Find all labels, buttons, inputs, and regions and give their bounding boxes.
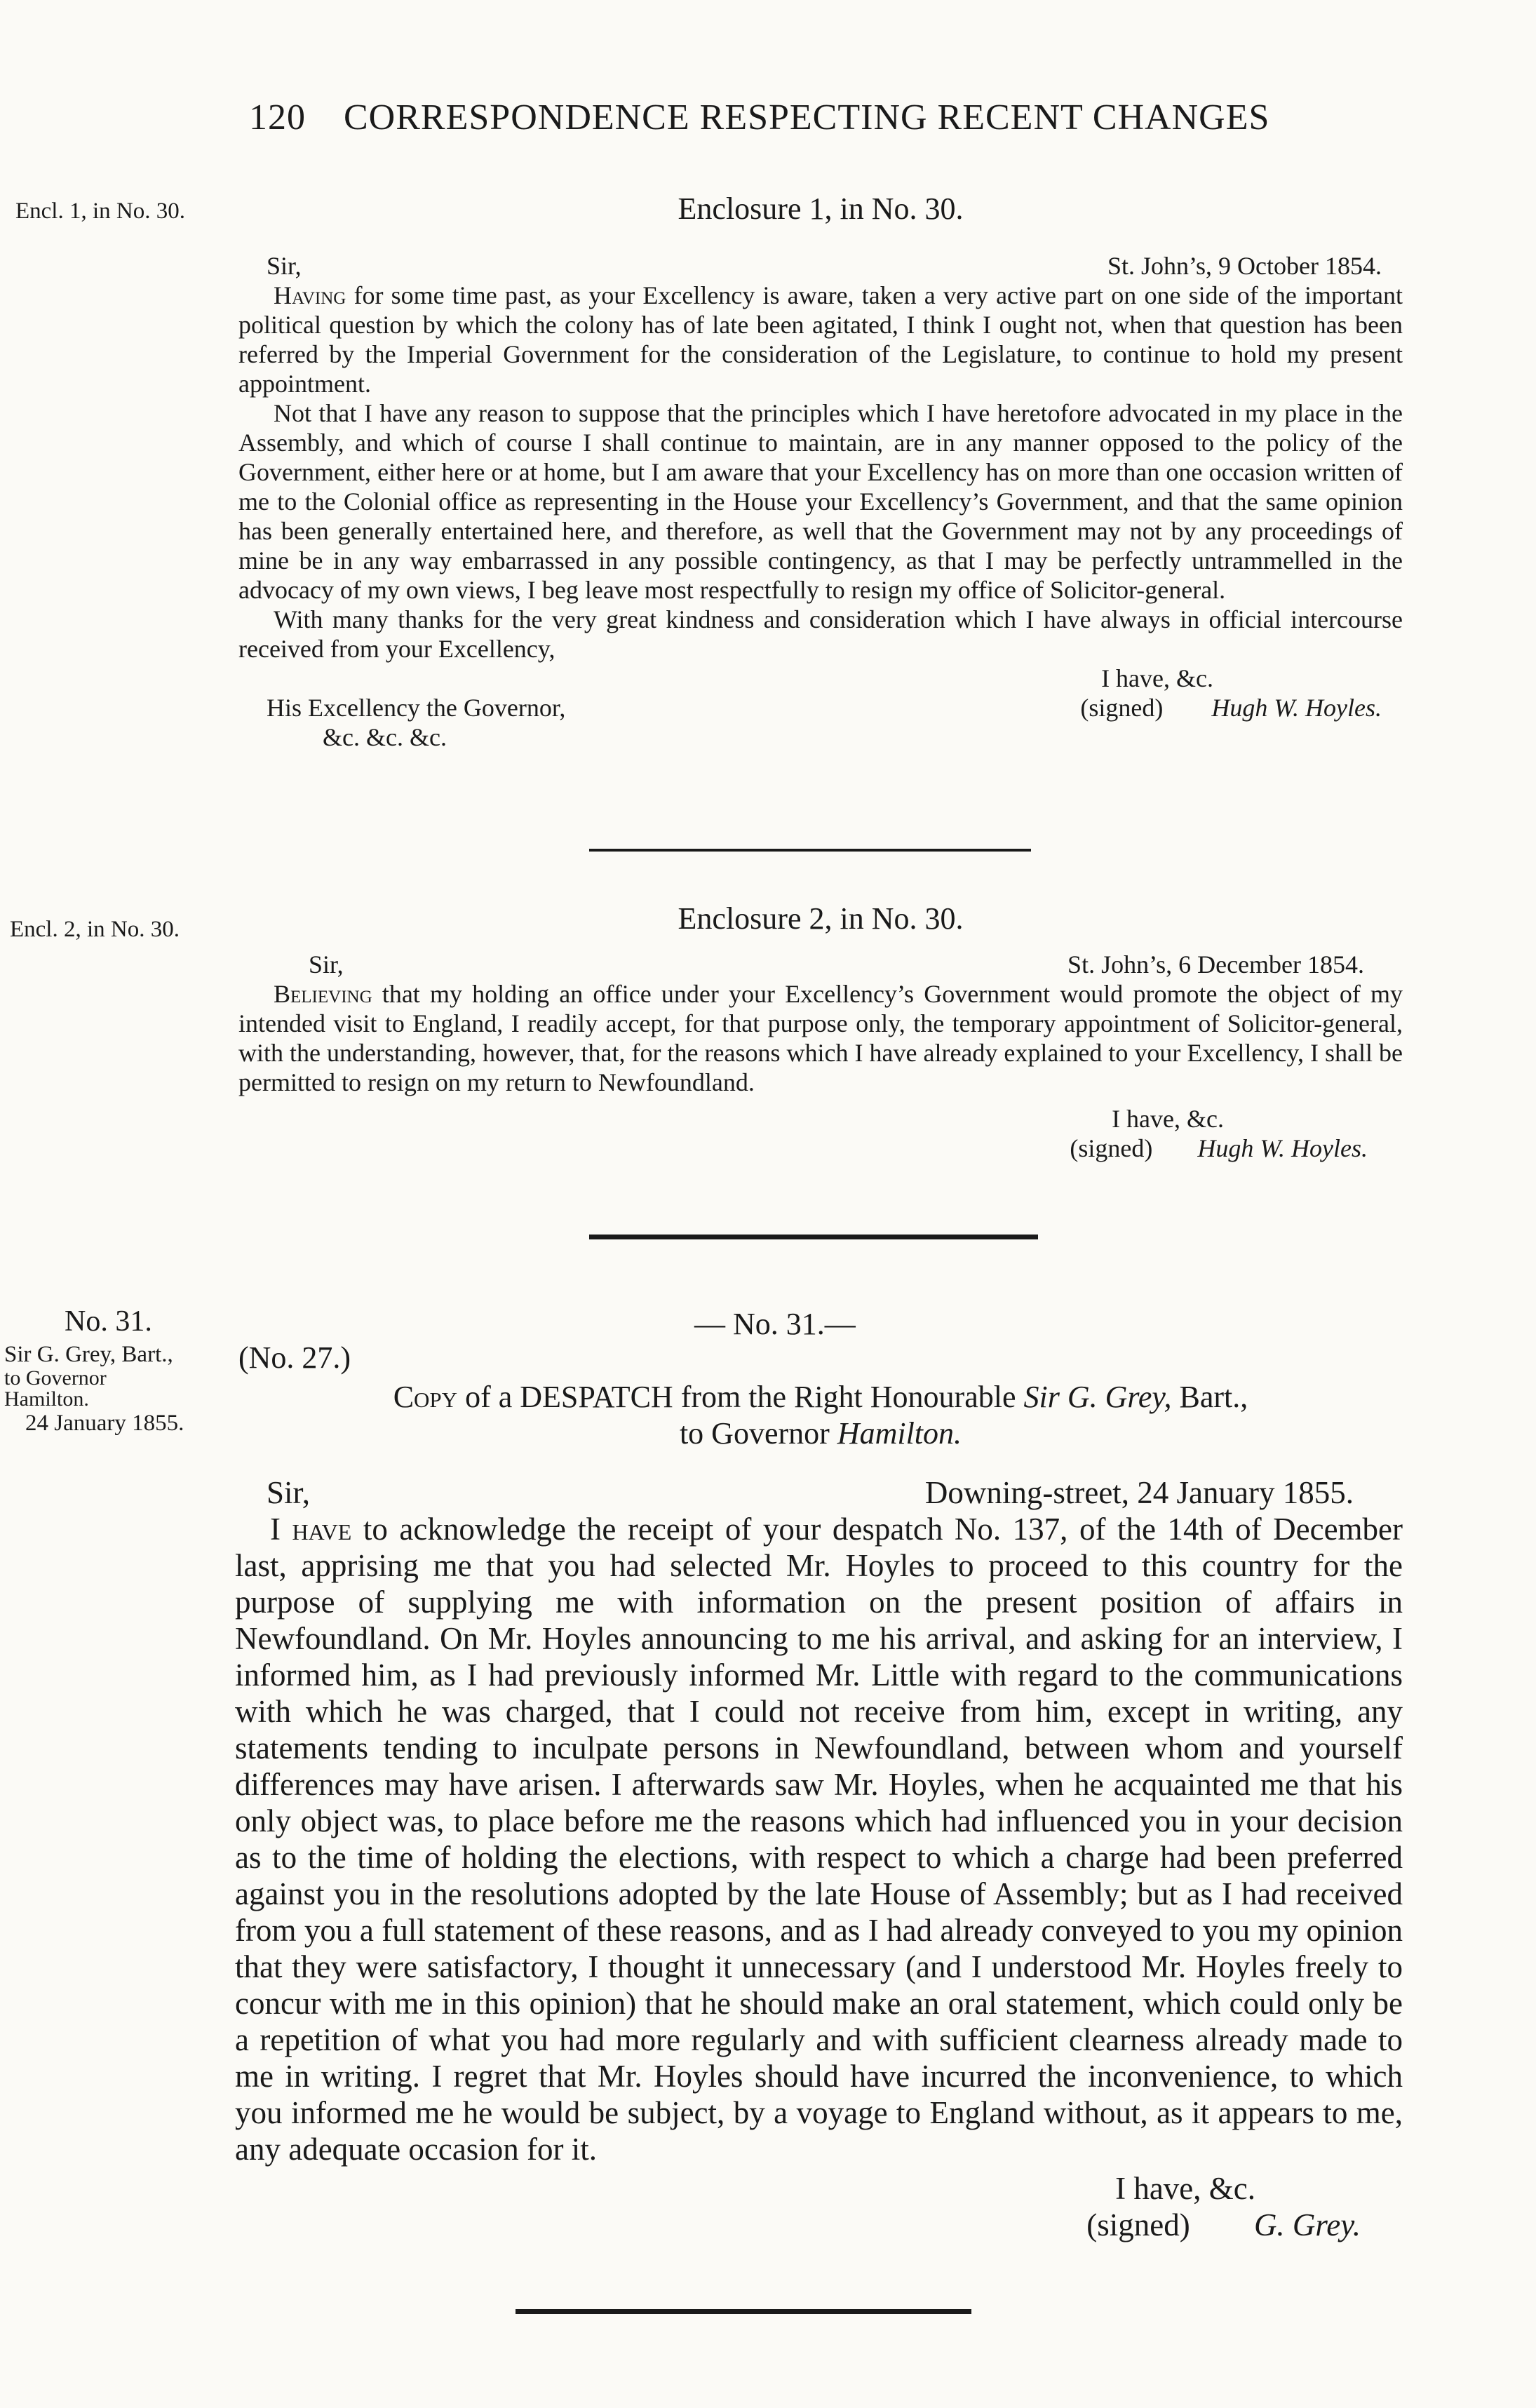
- enclosure1-place-date: St. John’s, 9 October 1854.: [1107, 252, 1382, 280]
- enclosure2-salutation: Sir,: [309, 950, 344, 978]
- enclosure1-salutation-row: [238, 251, 1403, 281]
- divider: [516, 2309, 971, 2314]
- enclosure1-margin-note: Encl. 1, in No. 30.: [15, 199, 185, 224]
- no31-reference: (No. 27.): [238, 1340, 351, 1375]
- enclosure2-letter: [238, 950, 1403, 1163]
- despatch-signed-label: (signed): [1086, 2207, 1190, 2242]
- enclosure2-signature-block: [238, 1134, 1403, 1163]
- despatch-signature-block: [235, 2207, 1403, 2243]
- enclosure2-title: Enclosure 2, in No. 30.: [678, 901, 964, 936]
- no31-margin-number: No. 31.: [65, 1305, 152, 1338]
- enclosure2-margin-note: Encl. 2, in No. 30.: [10, 917, 180, 942]
- enclosure1-title: Enclosure 1, in No. 30.: [678, 191, 964, 226]
- enclosure1-signature: Hugh W. Hoyles.: [1211, 694, 1382, 722]
- enclosure2-place-date: St. John’s, 6 December 1854.: [1067, 950, 1364, 978]
- enclosure1-signature-row: [238, 693, 1403, 722]
- enclosure2-closing: I have, &c.: [1112, 1105, 1224, 1133]
- enclosure1-paragraph-2: Not that I have any reason to suppose that the principles which I have heretofore advocated in my place in the Assembly, and which of course I shall continue to maintain, are in any manner opposed to the policy of the Government, either here or at home, but I am aware that your Excellency has on more than one occasion written of me to the Colonial office as representing in the House your Excellency’s Government, and that the same opinion has been generally entertained here, and therefore, as well that the Government may not by any proceedings of mine be in any way embarrassed in any possible contingency, as that I may be perfectly untrammelled in the advocacy of my own views, I beg leave most respectfully to resign my office of Solicitor-general.: [238, 399, 1403, 604]
- no31-heading: — No. 31.—: [694, 1307, 856, 1341]
- no31-margin-date: 24 January 1855.: [25, 1411, 184, 1436]
- enclosure1-paragraph-3: With many thanks for the very great kindness and consideration which I have always in official intercourse received from your Excellency,: [238, 605, 1403, 663]
- enclosure1-closing: I have, &c.: [1101, 664, 1213, 692]
- despatch-salutation: Sir,: [267, 1475, 310, 1510]
- enclosure2-salutation-row: [238, 950, 1403, 979]
- enclosure1-addressee-etc: &c. &c. &c.: [323, 723, 447, 751]
- enclosure2-paragraph-1: Believing that my holding an office under your Excellency’s Government would promote the object of my intended visit to England, I readily accept, for that purpose only, the temporary appointment of Solicitor-general, with the understanding, however, that, for the reasons which I have already explained to your Excellency, I shall be permitted to resign on my return to Newfoundland.: [238, 980, 1403, 1096]
- despatch-body: I have to acknowledge the receipt of your despatch No. 137, of the 14th of December last, apprising me that you had selected Mr. Hoyles to proceed to this country for the purpose of supplying me with information on the present position of affairs in Newfoundland. On Mr. Hoyles announcing to me his arrival, and asking for an interview, I informed him, as I had previously informed Mr. Little with regard to the communications with which he was charged, that I could not receive from him, except in writing, any statements tending to inculpate persons in Newfoundland, between whom and yourself differences may have arisen. I afterwards saw Mr. Hoyles, when he acquainted me that his only object was, to place before me the reasons which had influenced you in your decision as to the time of holding the elections, with respect to which a charge had been preferred against you in the resolutions adopted by the late House of Assembly; but as I had received from you a full statement of these reasons, and as I had already conveyed to you my opinion that they were satisfactory, I thought it unnecessary (and I understood Mr. Hoyles freely to concur with me in this opinion) that he should make an oral statement, which could only be a repetition of what you had more regularly and with sufficient clearness already made to me in writing. I regret that Mr. Hoyles should have incurred the inconvenience, to which you informed me he would be subject, by a voyage to England without, as it appears to me, any adequate occasion for it.: [235, 1512, 1403, 2167]
- enclosure2-para1-lead: Believing: [274, 980, 372, 1008]
- despatch-closing: I have, &c.: [1115, 2171, 1255, 2206]
- despatch-salutation-row: [235, 1474, 1403, 1511]
- enclosure1-letter: [238, 251, 1403, 752]
- despatch-title-line2: to Governor Hamilton.: [679, 1416, 962, 1451]
- enclosure1-addressee: His Excellency the Governor,: [267, 694, 566, 722]
- divider: [589, 849, 1031, 852]
- enclosure2-signed-label: (signed): [1070, 1134, 1153, 1162]
- divider: [589, 1235, 1038, 1239]
- despatch-letter: [235, 1474, 1403, 2243]
- enclosure1-signature-block: [1080, 693, 1382, 722]
- despatch-place-date: Downing-street, 24 January 1855.: [924, 1475, 1354, 1510]
- enclosure2-signature: Hugh W. Hoyles.: [1197, 1134, 1368, 1162]
- despatch-body-lead: I have: [270, 1512, 352, 1547]
- enclosure1-paragraph-1: Having for some time past, as your Excellency is aware, taken a very active part on one side of the important political question by which the colony has of late been agitated, I think I ought not, when that question has been referred by the Imperial Government for the consideration of the Legislature, to continue to hold my present appointment.: [238, 281, 1403, 398]
- page-title: CORRESPONDENCE RESPECTING RECENT CHANGES: [344, 97, 1270, 137]
- enclosure1-para1-lead: Having: [274, 281, 346, 309]
- enclosure1-salutation: Sir,: [267, 252, 302, 280]
- page-header: [249, 97, 1301, 138]
- despatch-title-line1: Copy of a DESPATCH from the Right Honourable Sir G. Grey, Bart.,: [393, 1380, 1248, 1414]
- despatch-signature: G. Grey.: [1253, 2207, 1361, 2242]
- page-number: 120: [249, 97, 306, 137]
- enclosure1-signed-label: (signed): [1080, 694, 1164, 722]
- no31-margin-note: Sir G. Grey, Bart., to Governor Hamilton. 24 January 1855.: [4, 1342, 184, 1436]
- despatch-title: [238, 1379, 1403, 1452]
